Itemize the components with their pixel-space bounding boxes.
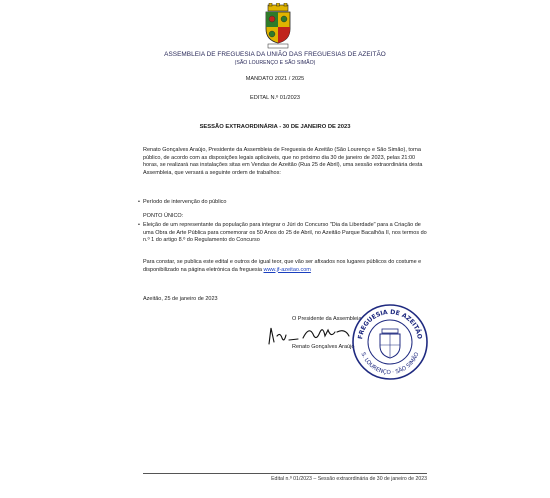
- closing-paragraph: [143, 259, 429, 274]
- stamp-crest-icon: [380, 329, 400, 358]
- assembly-subtitle: (SÃO LOURENÇO E SÃO SIMÃO): [234, 60, 316, 66]
- assembly-title: ASSEMBLEIA DE FREGUESIA DA UNIÃO DAS FREGUESIAS DE AZEITÃO: [164, 51, 386, 58]
- closing-text: Para constar, se publica este edital e outros de igual teor, que vão ser afixados nos lugares públicos do costume e disponibilizado na página eletrónica da freguesia: [143, 259, 422, 273]
- ponto-unico-label: PONTO ÚNICO:: [143, 213, 184, 219]
- date-line: Azeitão, 25 de janeiro de 2023: [143, 296, 218, 302]
- stamp-top-text: FREGUESIA DE AZEITÃO: [357, 308, 423, 340]
- footer-text: Edital n.º 01/2023 – Sessão extraordinária de 30 de janeiro de 2023: [271, 476, 427, 482]
- footer-divider: [143, 473, 427, 474]
- agenda-item-2-text: Eleição de um representante da população para integrar o Júri do Concurso "Dia da Liberdade" para a Criação de uma Obra de Arte Pública para comemorar os 50 Anos do 25 de Abril, no Azeitão Parque Bacalhôa II, nos termos do n.º 1 do artigo 8.º do Regulamento do Concurso: [143, 222, 427, 244]
- stamp-bottom-text: S. LOURENÇO · SÃO SIMÃO: [359, 351, 421, 377]
- agenda-item-1-text: Período de intervenção do público: [143, 199, 227, 205]
- mandate-label: MANDATO 2021 / 2025: [245, 76, 305, 82]
- session-heading: SESSÃO EXTRAORDINÁRIA - 30 DE JANEIRO DE 2023: [199, 124, 351, 130]
- crown-icon: [268, 3, 288, 11]
- bullet-icon: •: [138, 222, 140, 228]
- bullet-icon: •: [138, 199, 140, 205]
- official-stamp: [350, 302, 430, 382]
- agenda-item-2: [138, 222, 429, 245]
- edital-number: EDITAL N.º 01/2023: [250, 95, 300, 101]
- intro-paragraph: Renato Gonçalves Araújo, Presidente da Assembleia de Freguesia de Azeitão (São Lourenço e São Simão), torna público, de acordo com as disposições legais aplicáveis, que no próximo dia 30 de janeiro de 2023, pelas 21:00 horas, se realizará nas instalações sitas em Vendas de Azeitão (Rua 25 de Abril), uma sessão extraordinária desta Assembleia, que versará a seguinte ordem de trabalhos:: [143, 147, 423, 176]
- signatory-name: Renato Gonçalves Araújo: [292, 344, 355, 350]
- agenda-item-1: [138, 199, 429, 207]
- website-link[interactable]: www.jf-azeitao.com: [263, 266, 311, 273]
- signature-role: O Presidente da Assembleia: [292, 316, 362, 322]
- coat-of-arms-logo: [258, 3, 298, 49]
